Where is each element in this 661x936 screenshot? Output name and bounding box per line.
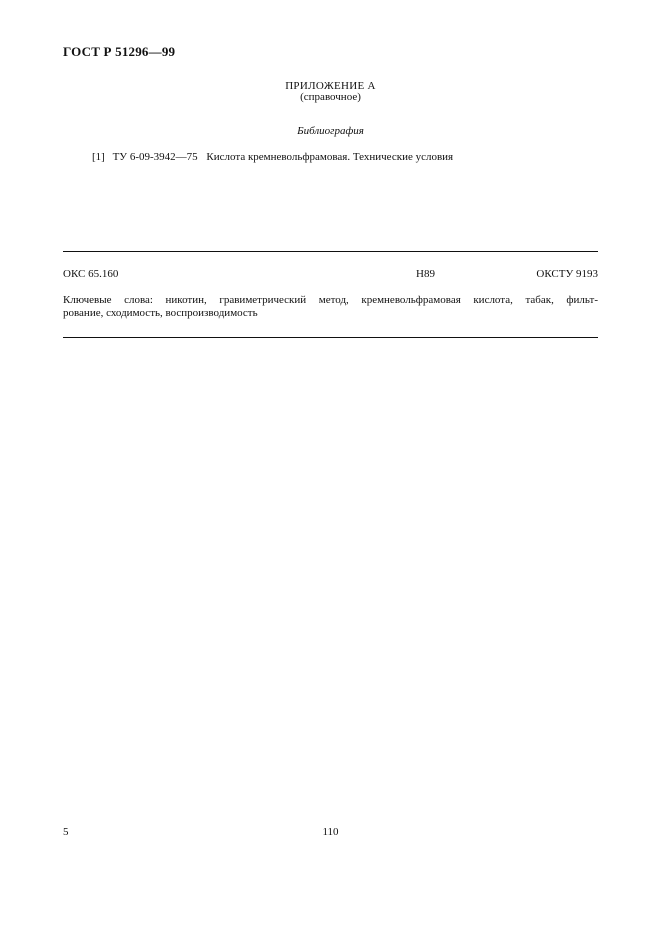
bibliography-item-title: Кислота кремневольфрамовая. Технические условия [206, 151, 454, 163]
keywords-block [63, 294, 598, 319]
bibliography-item [92, 151, 453, 163]
page-number: 110 [322, 826, 339, 838]
appendix-title: ПРИЛОЖЕНИЕ А [285, 80, 376, 92]
okstu-code: ОКСТУ 9193 [536, 268, 598, 280]
footer-left-number: 5 [63, 826, 69, 838]
keywords-line-1: Ключевые слова: никотин, гравиметрический метод, кремневольфрамовая кислота, табак, фильт- [63, 294, 598, 306]
standard-code-header: ГОСТ Р 51296—99 [63, 44, 176, 59]
bottom-divider [63, 337, 598, 338]
keywords-line-2: рование, сходимость, воспроизводимость [63, 306, 258, 319]
bibliography-item-code: ТУ 6-09-3942—75 [112, 151, 198, 163]
appendix-subtitle: (справочное) [300, 91, 361, 103]
bibliography-heading: Библиография [297, 125, 364, 137]
oks-code: ОКС 65.160 [63, 268, 119, 280]
group-code: Н89 [416, 268, 435, 280]
top-divider [63, 251, 598, 252]
bibliography-item-number: [1] [92, 151, 105, 163]
